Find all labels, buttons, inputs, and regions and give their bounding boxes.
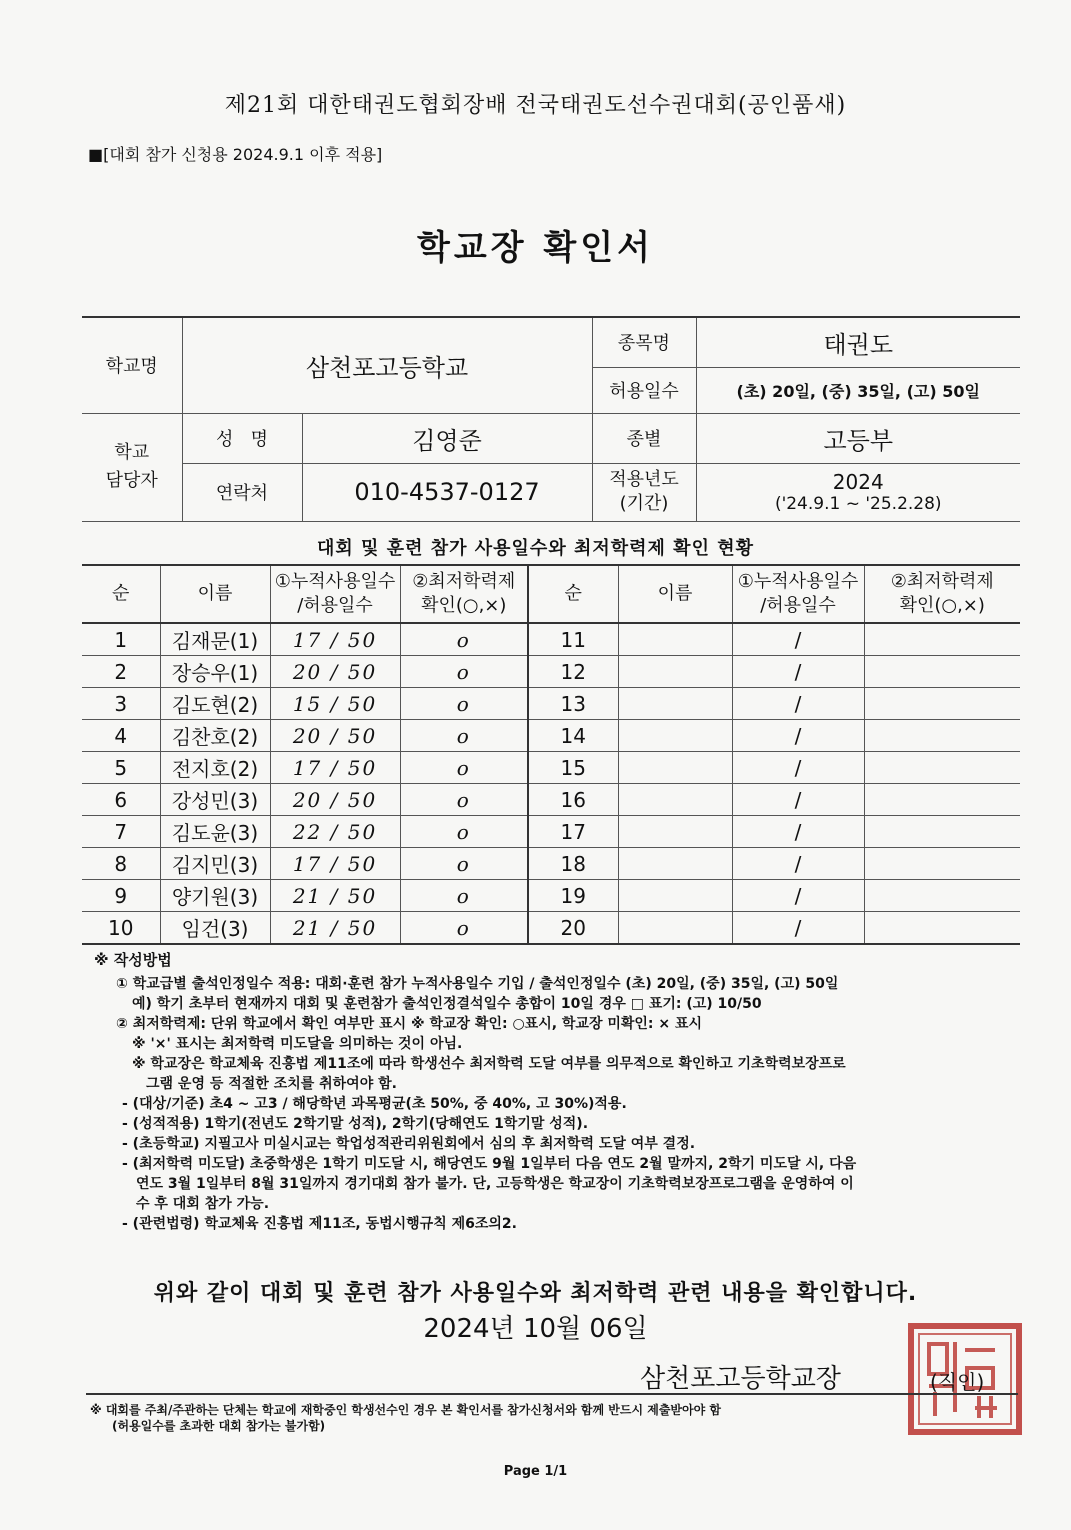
table-row: [82, 784, 1020, 816]
year-period: ('24.9.1 ~ '25.2.28): [774, 494, 942, 514]
row-number: 3: [82, 688, 160, 720]
year-cell: [696, 463, 1020, 521]
academic-check: [864, 912, 1020, 945]
seal-label: (직인): [930, 1370, 985, 1394]
row-number: 5: [82, 752, 160, 784]
table-row: [82, 752, 1020, 784]
category-label: 종별: [592, 413, 696, 463]
event-title: 제21회 대한태권도협회장배 전국태권도선수권대회(공인품새): [224, 93, 847, 118]
header-days: ①누적사용일수 /허용일수: [270, 565, 400, 623]
days-used: 20 / 50: [270, 784, 400, 816]
academic-check: o: [400, 752, 528, 784]
days-used: /: [732, 880, 864, 912]
row-number: 19: [528, 880, 618, 912]
days-used: 17 / 50: [270, 623, 400, 656]
row-number: 4: [82, 720, 160, 752]
days-used: /: [732, 752, 864, 784]
school-label: 학교명: [82, 317, 182, 413]
days-used: /: [732, 912, 864, 945]
row-number: 16: [528, 784, 618, 816]
row-number: 6: [82, 784, 160, 816]
contact-label: 연락처: [182, 463, 302, 521]
table-row: [82, 656, 1020, 688]
days-used: /: [732, 848, 864, 880]
days-used: 20 / 50: [270, 720, 400, 752]
year-label: 적용년도 (기간): [592, 463, 696, 521]
student-name: 양기원(3): [160, 880, 270, 912]
instruction-line: - (최저학력 미도달) 초중학생은 1학기 미도달 시, 해당연도 9월 1일부터 다음 연도 2월 말까지, 2학기 미도달 시, 다음: [122, 1156, 857, 1172]
days-used: /: [732, 656, 864, 688]
table-row: [82, 816, 1020, 848]
row-number: 7: [82, 816, 160, 848]
principal-title: 삼천포고등학교장: [640, 1364, 841, 1394]
footer-divider: [86, 1393, 1018, 1395]
days-used: 17 / 50: [270, 752, 400, 784]
confirmation-statement: 위와 같이 대회 및 훈련 참가 사용일수와 최저학력 관련 내용을 확인합니다.: [153, 1281, 918, 1306]
instruction-line: 그램 운영 등 적절한 조치를 취하여야 함.: [146, 1076, 397, 1092]
instruction-line: - (대상/기준) 초4 ~ 고3 / 해당학년 과목평균(초 50%, 중 40%, 고 30%)적용.: [122, 1096, 627, 1112]
table-row: [82, 623, 1020, 656]
student-name: 김지민(3): [160, 848, 270, 880]
instructions: [94, 950, 974, 1234]
roster-table: [82, 564, 1020, 945]
table-row: [82, 912, 1020, 945]
table-row: [82, 688, 1020, 720]
student-name: 전지호(2): [160, 752, 270, 784]
academic-check: o: [400, 880, 528, 912]
academic-check: o: [400, 623, 528, 656]
student-name: [618, 720, 732, 752]
academic-check: o: [400, 656, 528, 688]
manager-label: 학교 담당자: [82, 413, 182, 521]
student-name: [618, 656, 732, 688]
student-name: 김찬호(2): [160, 720, 270, 752]
row-number: 10: [82, 912, 160, 945]
student-name: [618, 688, 732, 720]
days-used: 17 / 50: [270, 848, 400, 880]
student-name: 김도윤(3): [160, 816, 270, 848]
page-number: Page 1/1: [503, 1464, 568, 1479]
row-number: 14: [528, 720, 618, 752]
header-academic: ②최저학력제 확인(○,×): [864, 565, 1020, 623]
academic-check: [864, 623, 1020, 656]
academic-check: o: [400, 816, 528, 848]
footer-note: [90, 1402, 721, 1434]
header-name: 이름: [618, 565, 732, 623]
issue-date: 2024년 10월 06일: [423, 1314, 648, 1344]
days-used: /: [732, 688, 864, 720]
student-name: [618, 752, 732, 784]
row-number: 12: [528, 656, 618, 688]
academic-check: o: [400, 720, 528, 752]
manager-name: 김영준: [302, 413, 592, 463]
academic-check: [864, 784, 1020, 816]
academic-check: [864, 848, 1020, 880]
row-number: 20: [528, 912, 618, 945]
instruction-line: 예) 학기 초부터 현재까지 대회 및 훈련참가 출석인정결석일수 총합이 10일 경우 □ 표기: (고) 10/50: [132, 996, 762, 1012]
header-academic: ②최저학력제 확인(○,×): [400, 565, 528, 623]
table-row: [82, 880, 1020, 912]
info-table: [82, 316, 1020, 522]
instruction-line: 수 후 대회 참가 가능.: [136, 1196, 270, 1212]
instruction-line: ※ '×' 표시는 최저학력 미도달을 의미하는 것이 아님.: [132, 1036, 463, 1052]
instruction-line: - (성적적용) 1학기(전년도 2학기말 성적), 2학기(당해연도 1학기말 성적).: [122, 1116, 589, 1132]
academic-check: [864, 816, 1020, 848]
roster-body: [82, 623, 1020, 944]
row-number: 13: [528, 688, 618, 720]
days-used: 21 / 50: [270, 880, 400, 912]
days-used: 15 / 50: [270, 688, 400, 720]
days-used: /: [732, 784, 864, 816]
name-label: 성 명: [182, 413, 302, 463]
student-name: 장승우(1): [160, 656, 270, 688]
sport-label: 종목명: [592, 317, 696, 367]
student-name: 김재문(1): [160, 623, 270, 656]
academic-check: o: [400, 688, 528, 720]
student-name: 임건(3): [160, 912, 270, 945]
academic-check: [864, 688, 1020, 720]
section-title: 대회 및 훈련 참가 사용일수와 최저학력제 확인 현황: [316, 538, 754, 559]
student-name: [618, 816, 732, 848]
instructions-heading: ※ 작성방법: [94, 951, 172, 969]
row-number: 2: [82, 656, 160, 688]
document-title: 학교장 확인서: [417, 228, 654, 268]
academic-check: o: [400, 784, 528, 816]
header-days: ①누적사용일수 /허용일수: [732, 565, 864, 623]
row-number: 1: [82, 623, 160, 656]
academic-check: [864, 720, 1020, 752]
student-name: 강성민(3): [160, 784, 270, 816]
allowed-days-value: (초) 20일, (중) 35일, (고) 50일: [696, 367, 1020, 413]
student-name: [618, 880, 732, 912]
row-number: 15: [528, 752, 618, 784]
academic-check: [864, 752, 1020, 784]
academic-check: o: [400, 912, 528, 945]
contact-value: 010-4537-0127: [302, 463, 592, 521]
year-value: 2024: [832, 470, 884, 494]
footer-line: (허용일수를 초과한 대회 참가는 불가함): [112, 1419, 326, 1433]
notice-line: ■[대회 참가 신청용 2024.9.1 이후 적용]: [88, 145, 383, 164]
days-used: /: [732, 720, 864, 752]
student-name: [618, 912, 732, 945]
days-used: /: [732, 816, 864, 848]
header-name: 이름: [160, 565, 270, 623]
row-number: 9: [82, 880, 160, 912]
instruction-line: - (관련법령) 학교체육 진흥법 제11조, 동법시행규칙 제6조의2.: [122, 1216, 517, 1232]
footer-line: ※ 대회를 주최/주관하는 단체는 학교에 재학중인 학생선수인 경우 본 확인서를 참가신청서와 함께 반드시 제출받아야 함: [90, 1403, 721, 1417]
student-name: [618, 623, 732, 656]
sport-value: 태권도: [696, 317, 1020, 367]
instruction-line: ※ 학교장은 학교체육 진흥법 제11조에 따라 학생선수 최저학력 도달 여부를 의무적으로 확인하고 기초학력보장프로: [132, 1056, 846, 1072]
instruction-line: ② 최저학력제: 단위 학교에서 확인 여부만 표시 ※ 학교장 확인: ○표시, 학교장 미확인: × 표시: [116, 1016, 703, 1032]
days-used: /: [732, 623, 864, 656]
academic-check: o: [400, 848, 528, 880]
days-used: 21 / 50: [270, 912, 400, 945]
table-row: [82, 720, 1020, 752]
student-name: 김도현(2): [160, 688, 270, 720]
days-used: 20 / 50: [270, 656, 400, 688]
school-name: 삼천포고등학교: [182, 317, 592, 413]
student-name: [618, 848, 732, 880]
instruction-line: - (초등학교) 지필고사 미실시교는 학업성적관리위원회에서 심의 후 최저학력 도달 여부 결정.: [122, 1136, 696, 1152]
header-no: 순: [528, 565, 618, 623]
table-row: [82, 848, 1020, 880]
instruction-line: 연도 3월 1일부터 8월 31일까지 경기대회 참가 불가. 단, 고등학생은 학교장이 기초학력보장프로그램을 운영하여 이: [136, 1176, 854, 1192]
header-no: 순: [82, 565, 160, 623]
row-number: 8: [82, 848, 160, 880]
days-used: 22 / 50: [270, 816, 400, 848]
row-number: 17: [528, 816, 618, 848]
academic-check: [864, 656, 1020, 688]
allowed-days-label: 허용일수: [592, 367, 696, 413]
instruction-line: ① 학교급별 출석인정일수 적용: 대회·훈련 참가 누적사용일수 기입 / 출석인정일수 (초) 20일, (중) 35일, (고) 50일: [116, 976, 839, 992]
row-number: 18: [528, 848, 618, 880]
category-value: 고등부: [696, 413, 1020, 463]
academic-check: [864, 880, 1020, 912]
student-name: [618, 784, 732, 816]
row-number: 11: [528, 623, 618, 656]
